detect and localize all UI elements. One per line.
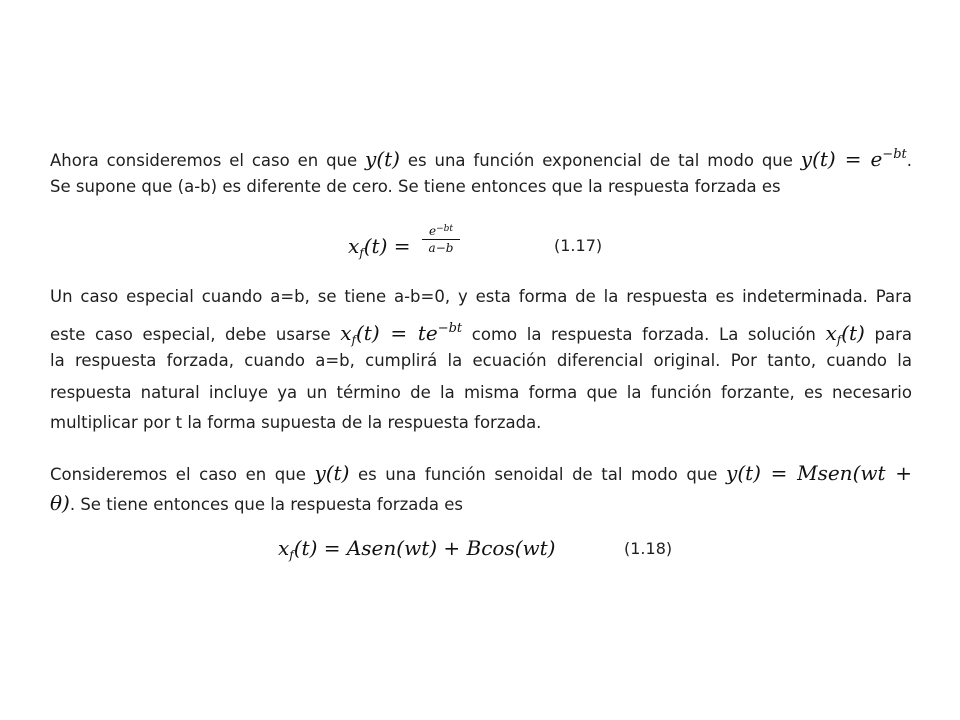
- math-xf-of-t: [825, 321, 864, 345]
- paragraph-2-line-2: [50, 318, 912, 351]
- fraction: [422, 222, 460, 255]
- math-rest: (t) =: [363, 234, 411, 258]
- fraction-numerator: [422, 222, 460, 238]
- math-rest: (t): [841, 321, 865, 345]
- text-run: Consideremos el caso en que: [50, 465, 315, 484]
- text-run: Ahora consideremos el caso en que: [50, 151, 366, 170]
- fraction-denominator: a−b: [428, 241, 454, 255]
- math-y-equals-e: y(t) = e: [800, 147, 883, 171]
- paragraph-3-line-2: [50, 492, 912, 516]
- math-rhs: (t) = Asen(wt) + Bcos(wt): [293, 536, 556, 560]
- equation-number: (1.17): [554, 236, 603, 255]
- fraction-bar: [422, 239, 460, 240]
- paragraph-2-line-1: Un caso especial cuando a=b, se tiene a-b=0, y esta forma de la respuesta es indeterminada. Para: [50, 287, 912, 306]
- math-x: x: [340, 321, 352, 345]
- equation-lhs: [348, 234, 411, 260]
- math-subscript-f: f: [836, 333, 842, 347]
- math-y-equals-exp: [801, 147, 907, 171]
- text-run: es una función exponencial de tal modo que: [400, 151, 801, 170]
- paragraph-2-line-4: respuesta natural incluye ya un término de la misma forma que la función forzante, es necesario: [50, 383, 912, 402]
- text-run: este caso especial, debe usarse: [50, 325, 341, 344]
- math-y-of-t: y(t): [365, 147, 400, 171]
- math-subscript-f: f: [351, 333, 356, 347]
- paragraph-2-line-3: la respuesta forzada, cuando a=b, cumplirá la ecuación diferencial original. Por tanto, cuando la: [50, 351, 912, 370]
- text-run: como la respuesta forzada. La solución: [462, 325, 826, 344]
- math-xf-equals-te: [340, 321, 462, 345]
- math-subscript-f: f: [359, 246, 364, 260]
- math-x: x: [825, 321, 837, 345]
- math-y-equals-msen: y(t) = Msen(wt +: [726, 461, 912, 485]
- text-run: .: [906, 151, 912, 170]
- math-y-of-t: y(t): [314, 461, 350, 485]
- equation-number: (1.18): [624, 539, 673, 558]
- text-run: es una función senoidal de tal modo que: [349, 465, 727, 484]
- math-subscript-f: f: [289, 548, 294, 562]
- text-run: para: [864, 325, 912, 344]
- math-exponent: −bt: [882, 147, 907, 162]
- math-exponent: −bt: [437, 321, 463, 336]
- math-exponent: −bt: [436, 224, 454, 234]
- paragraph-2-line-5: multiplicar por t la forma supuesta de la respuesta forzada.: [50, 413, 542, 432]
- paragraph-3-line-1: [50, 462, 912, 486]
- paragraph-1-line-2: Se supone que (a-b) es diferente de cero. Se tiene entonces que la respuesta forzada es: [50, 177, 781, 196]
- equation-body: [278, 536, 555, 562]
- math-x: x: [348, 234, 360, 258]
- math-theta: θ): [50, 491, 70, 515]
- equation-1-17: [348, 222, 618, 262]
- math-e: e: [428, 224, 437, 238]
- text-run: . Se tiene entonces que la respuesta forzada es: [69, 495, 463, 514]
- math-rest: (t) = te: [355, 321, 438, 345]
- math-x: x: [278, 536, 290, 560]
- paragraph-1-line-1: [50, 144, 912, 172]
- equation-1-18: [278, 536, 698, 576]
